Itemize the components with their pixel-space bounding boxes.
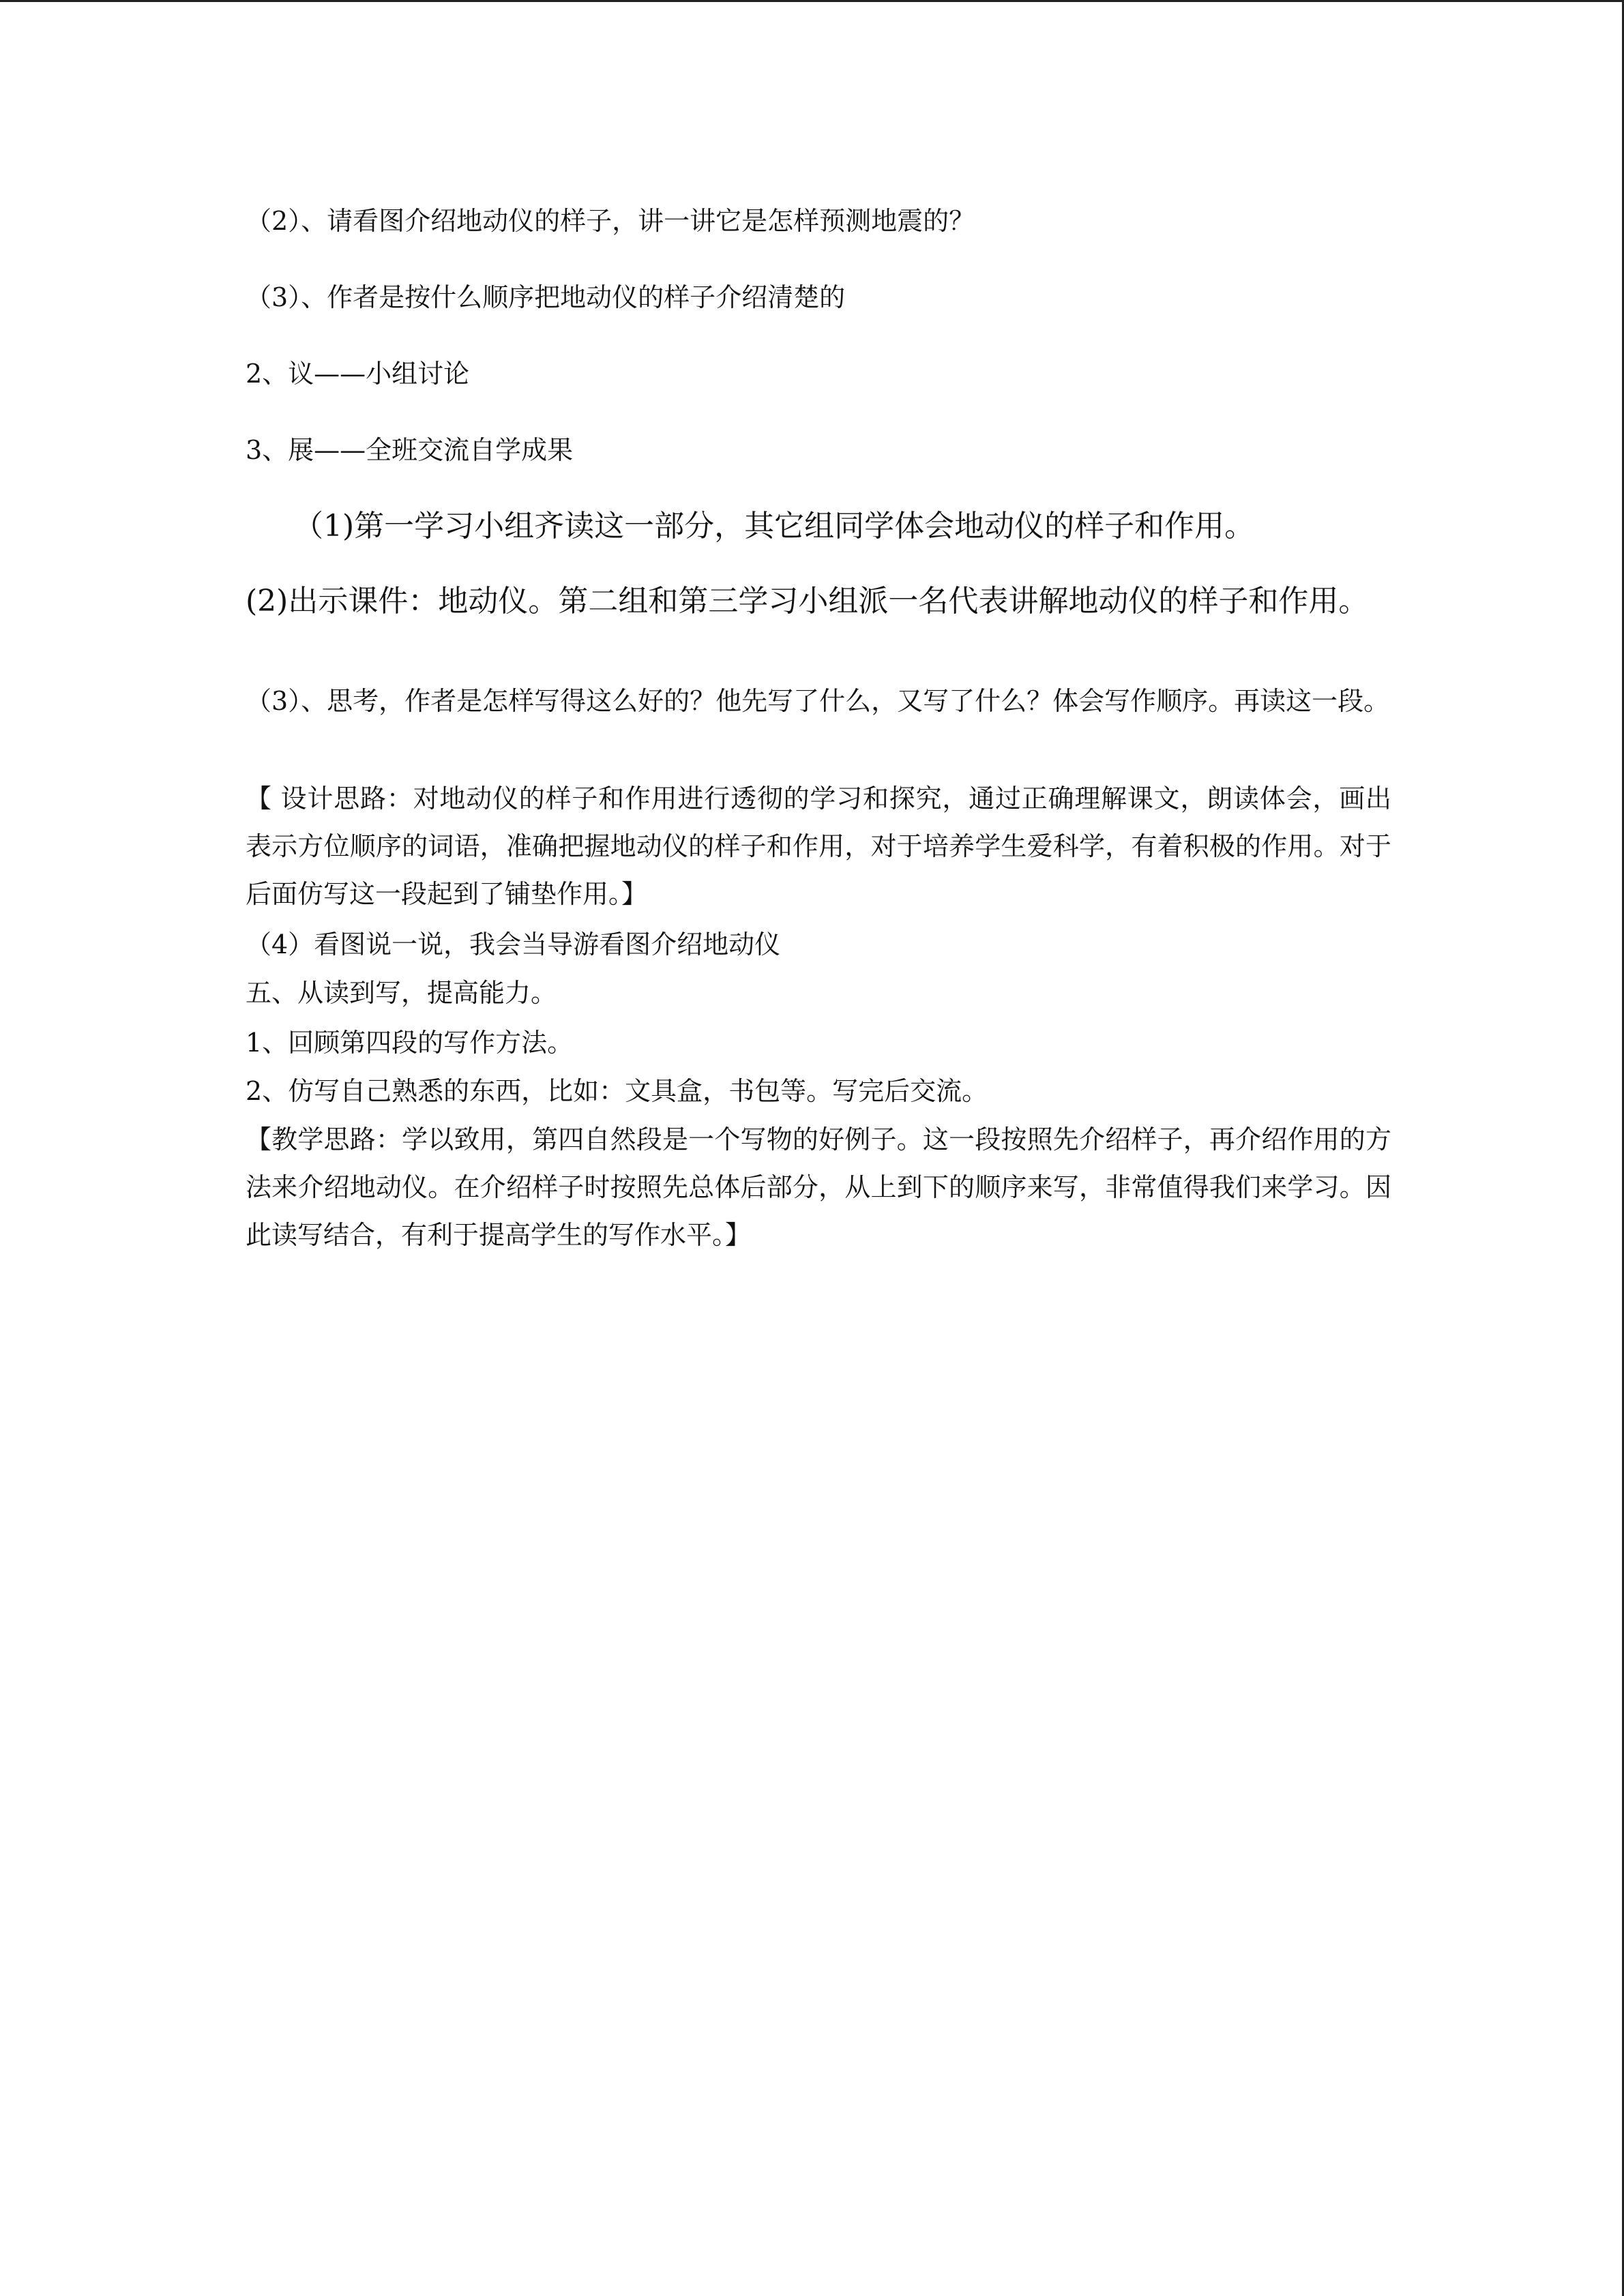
present-item-1: （1)第一学习小组齐读这一部分，其它组同学体会地动仪的样子和作用。 — [293, 509, 1255, 543]
page-top-border — [0, 0, 1624, 2]
present-item-2: (2)出示课件：地动仪。第二组和第三学习小组派一名代表讲解地动仪的样子和作用。 — [246, 584, 1369, 618]
present-item-4: （4）看图说一说，我会当导游看图介绍地动仪 — [246, 929, 781, 959]
question-2: （2）、请看图介绍地动仪的样子，讲一讲它是怎样预测地震的？ — [246, 206, 975, 236]
section-five-step-2: 2、仿写自己熟悉的东西，比如：文具盒，书包等。写完后交流。 — [246, 1076, 988, 1106]
question-3: （3）、作者是按什么顺序把地动仪的样子介绍清楚的 — [246, 282, 846, 312]
present-item-3: （3）、思考，作者是怎样写得这么好的？他先写了什么，又写了什么？体会写作顺序。再读这一段。 — [246, 686, 1390, 716]
step-discuss: 2、议——小组讨论 — [246, 359, 470, 389]
section-five-step-1: 1、回顾第四段的写作方法。 — [246, 1028, 574, 1058]
step-present: 3、展——全班交流自学成果 — [246, 435, 574, 465]
teaching-note: 【教学思路：学以致用，第四自然段是一个写物的好例子。这一段按照先介绍样子，再介绍作用的方法来介绍地动仪。在介绍样子时按照先总体后部分，从上到下的顺序来写，非常值得我们来学习。因此读写结合，有利于提高学生的写作水平。】 — [246, 1124, 1391, 1250]
section-five-heading: 五、从读到写，提高能力。 — [246, 978, 557, 1008]
design-note: 【 设计思路：对地动仪的样子和作用进行透彻的学习和探究，通过正确理解课文，朗读体会，画出表示方位顺序的词语，准确把握地动仪的样子和作用，对于培养学生爱科学，有着积极的作用。对于后面仿写这一段起到了铺垫作用。】 — [246, 784, 1391, 909]
